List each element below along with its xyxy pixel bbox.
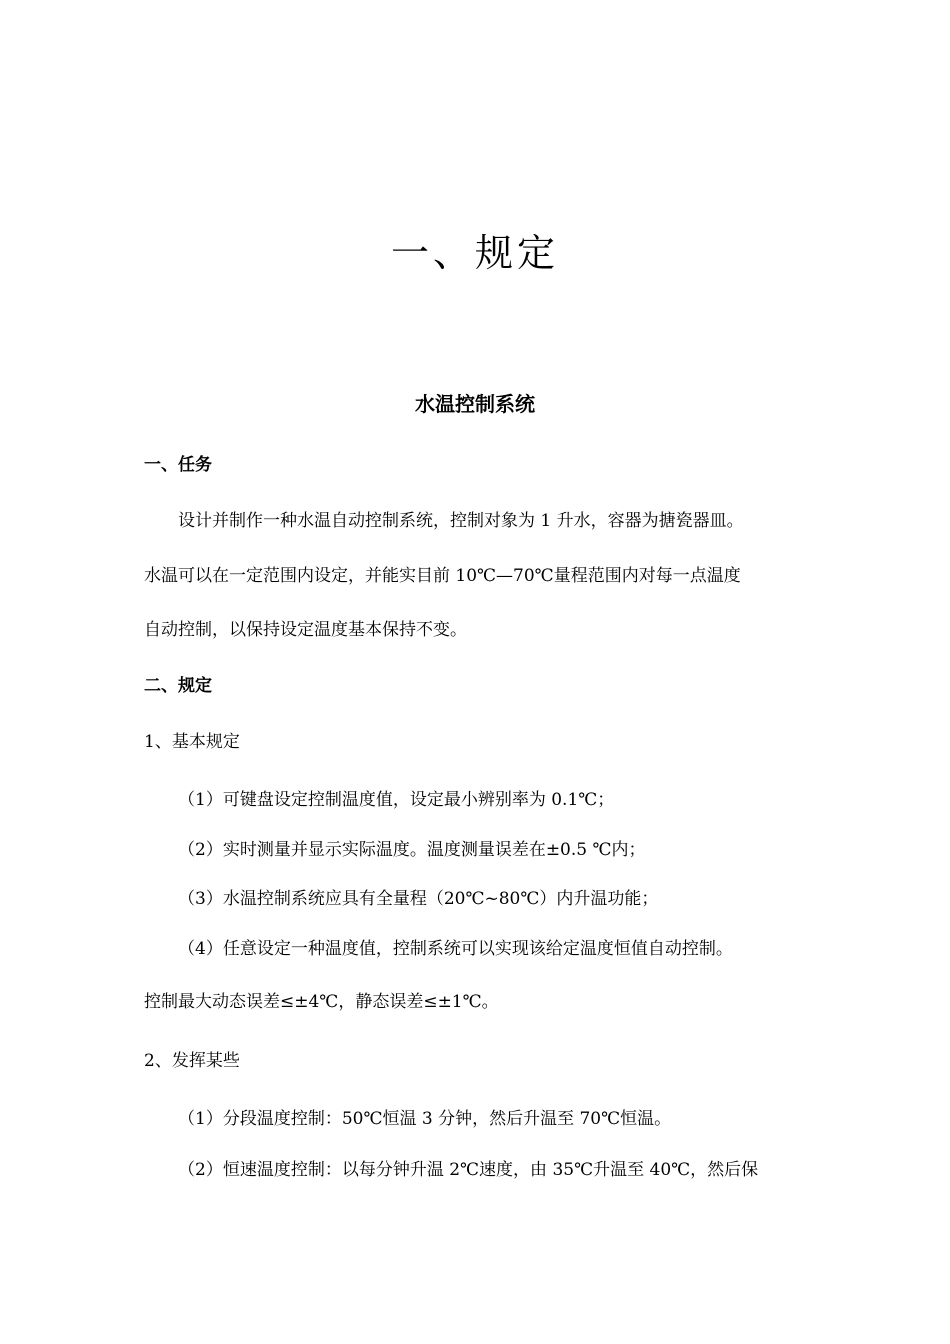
task-paragraph-line-3: 自动控制，以保持设定温度基本保持不变。 [144, 620, 467, 640]
basic-requirement-item-2: （2）实时测量并显示实际温度。温度测量误差在±0.5 ℃内； [178, 840, 646, 860]
main-title: 一、规定 [390, 231, 559, 275]
section-heading-requirements: 二、规定 [144, 676, 212, 696]
task-paragraph-line-1: 设计并制作一种水温自动控制系统，控制对象为 1 升水，容器为搪瓷器皿。 [178, 511, 744, 531]
basic-requirement-item-1: （1）可键盘设定控制温度值，设定最小辨别率为 0.1℃； [178, 790, 615, 810]
basic-requirement-item-4: （4）任意设定一种温度值，控制系统可以实现该给定温度恒值自动控制。 [178, 939, 733, 959]
task-paragraph-line-2: 水温可以在一定范围内设定，并能实目前 10℃—70℃量程范围内对每一点温度 [144, 566, 741, 586]
basic-requirement-item-4-continuation: 控制最大动态误差≤±4℃，静态误差≤±1℃。 [144, 992, 499, 1012]
basic-requirement-item-3: （3）水温控制系统应具有全量程（20℃~80℃）内升温功能； [178, 889, 659, 909]
subheading-extended-part: 2、发挥某些 [144, 1051, 240, 1071]
extended-item-2: （2）恒速温度控制：以每分钟升温 2℃速度，由 35℃升温至 40℃，然后保 [178, 1160, 759, 1180]
subheading-basic-requirements: 1、基本规定 [144, 732, 240, 752]
document-subtitle: 水温控制系统 [415, 392, 535, 416]
section-heading-task: 一、任务 [144, 455, 212, 475]
extended-item-1: （1）分段温度控制：50℃恒温 3 分钟，然后升温至 70℃恒温。 [178, 1109, 672, 1129]
